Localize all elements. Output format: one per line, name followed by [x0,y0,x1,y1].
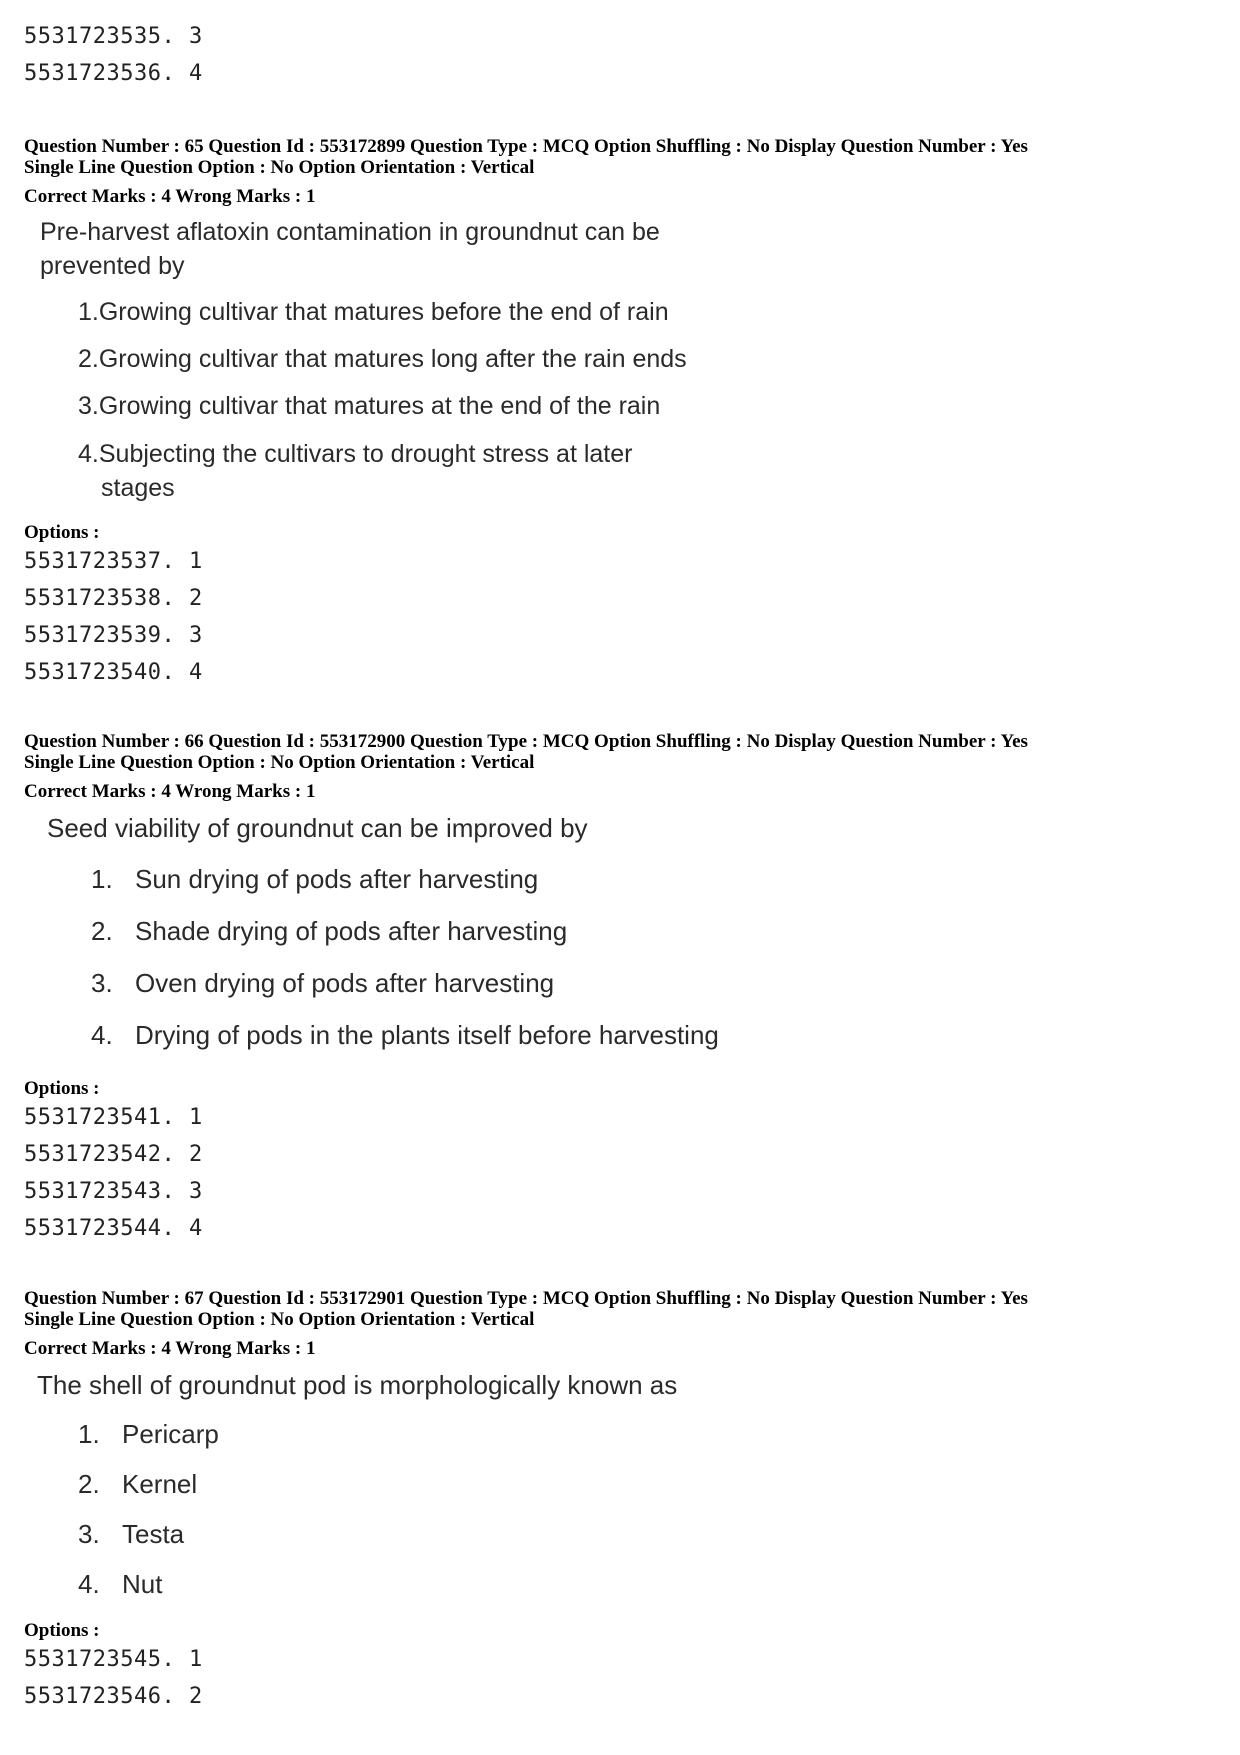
answer-choice [91,864,538,895]
answer-choice-text: Testa [122,1519,185,1549]
answer-choice-number: 2. [78,345,99,373]
answer-choice [78,1469,197,1500]
question-meta-line1: Question Number : 66 Question Id : 553172900 Question Type : MCQ Option Shuffling : No Display Question Number : Yes [24,731,1028,752]
answer-choice [78,1519,184,1550]
answer-choice-text: Subjecting the cultivars to drought stress at later [98,440,633,468]
answer-choice-number: 2. [78,1469,100,1499]
options-label: Options : [24,1620,100,1641]
question-stem-line1: Pre-harvest aflatoxin contamination in groundnut can be [40,218,660,246]
option-line: 5531723539. 3 [24,623,203,648]
option-line: 5531723542. 2 [24,1142,203,1167]
option-line: 5531723543. 3 [24,1179,203,1204]
answer-choice-text: Growing cultivar that matures before the end of rain [98,298,669,326]
option-line: 5531723541. 1 [24,1105,203,1130]
option-line: 5531723540. 4 [24,660,203,685]
answer-choice-text: Growing cultivar that matures long after the rain ends [98,345,687,373]
answer-choice-number: 4. [78,1569,100,1599]
answer-choice-number: 3. [78,1519,100,1549]
answer-choice-number: 2. [91,916,113,946]
option-line: 5531723546. 2 [24,1684,203,1709]
answer-choice-number: 4. [78,440,99,468]
question-meta-line1: Question Number : 67 Question Id : 553172901 Question Type : MCQ Option Shuffling : No Display Question Number : Yes [24,1288,1028,1309]
option-line: 5531723538. 2 [24,586,203,611]
answer-choice [78,1569,162,1600]
options-label: Options : [24,1078,100,1099]
question-marks: Correct Marks : 4 Wrong Marks : 1 [24,186,316,207]
question-stem-line2: prevented by [40,252,185,280]
option-line: 5531723536. 4 [24,61,203,86]
answer-choice [78,440,702,469]
answer-choice-number: 3. [78,392,99,420]
answer-choice [78,392,660,421]
option-line: 5531723535. 3 [24,24,203,49]
question-meta-line2: Single Line Question Option : No Option Orientation : Vertical [24,157,535,178]
answer-choice [91,916,567,947]
options-label: Options : [24,522,100,543]
answer-choice [78,345,687,374]
question-stem-line1: Seed viability of groundnut can be improved by [47,813,588,843]
answer-choice-continuation: stages [101,474,175,502]
option-line: 5531723545. 1 [24,1647,203,1672]
option-line: 5531723537. 1 [24,549,203,574]
answer-choice [91,968,554,999]
answer-choice-line [78,440,702,469]
answer-choice-number: 1. [78,298,99,326]
question-meta-line2: Single Line Question Option : No Option Orientation : Vertical [24,1309,535,1330]
answer-choice-text: Sun drying of pods after harvesting [135,864,539,894]
answer-choice-number: 3. [91,968,113,998]
answer-choice-text: Oven drying of pods after harvesting [135,968,555,998]
answer-choice-text: Growing cultivar that matures at the end of the rain [98,392,661,420]
answer-choice-text: Shade drying of pods after harvesting [135,916,568,946]
question-marks: Correct Marks : 4 Wrong Marks : 1 [24,1338,316,1359]
answer-choice-number: 1. [78,1419,100,1449]
answer-choice [91,1020,719,1051]
answer-choice-text: Kernel [122,1469,198,1499]
answer-choice-text: Nut [122,1569,163,1599]
question-marks: Correct Marks : 4 Wrong Marks : 1 [24,781,316,802]
answer-choice-text: Drying of pods in the plants itself before harvesting [135,1020,719,1050]
question-meta-line2: Single Line Question Option : No Option Orientation : Vertical [24,752,535,773]
question-meta-line1: Question Number : 65 Question Id : 553172899 Question Type : MCQ Option Shuffling : No Display Question Number : Yes [24,136,1028,157]
answer-choice-number: 1. [91,864,113,894]
answer-choice [78,1419,219,1450]
option-line: 5531723544. 4 [24,1216,203,1241]
answer-choice-text: Pericarp [122,1419,219,1449]
question-stem-line1: The shell of groundnut pod is morphologically known as [37,1370,678,1400]
answer-choice [78,298,669,327]
answer-choice-number: 4. [91,1020,113,1050]
